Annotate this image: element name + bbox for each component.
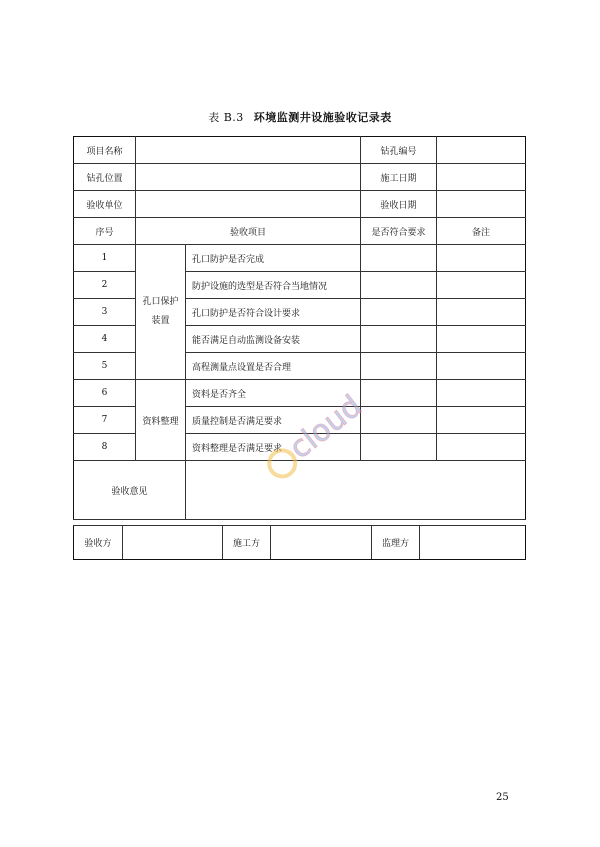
info-row-project [74, 137, 526, 164]
table-title-text: 环境监测井设施验收记录表 [253, 111, 392, 124]
header-seq: 序号 [74, 218, 136, 245]
item-remark-cell[interactable] [437, 299, 526, 326]
item-text: 高程测量点设置是否合理 [186, 353, 361, 380]
group-name-line2: 装置 [151, 316, 170, 326]
label-acceptance-unit: 验收单位 [74, 191, 136, 218]
value-acceptance-date[interactable] [437, 191, 526, 218]
value-construction-date[interactable] [437, 164, 526, 191]
item-remark-cell[interactable] [437, 353, 526, 380]
item-seq: 2 [74, 272, 136, 299]
table-title [0, 109, 600, 125]
info-row-unit [74, 191, 526, 218]
value-construction-party[interactable] [271, 526, 372, 560]
item-seq: 3 [74, 299, 136, 326]
item-text: 防护设施的选型是否符合当地情况 [186, 272, 361, 299]
item-text: 资料是否齐全 [186, 380, 361, 407]
item-conform-cell[interactable] [361, 245, 437, 272]
info-row-location [74, 164, 526, 191]
item-conform-cell[interactable] [361, 326, 437, 353]
item-text: 孔口防护是否符合设计要求 [186, 299, 361, 326]
label-supervision-party: 监理方 [372, 526, 420, 560]
item-conform-cell[interactable] [361, 380, 437, 407]
label-project-name: 项目名称 [74, 137, 136, 164]
item-text: 质量控制是否满足要求 [186, 407, 361, 434]
item-text: 能否满足自动监测设备安装 [186, 326, 361, 353]
header-item: 验收项目 [136, 218, 361, 245]
item-remark-cell[interactable] [437, 434, 526, 461]
label-construction-date: 施工日期 [361, 164, 437, 191]
value-acceptance-unit[interactable] [136, 191, 361, 218]
item-seq: 5 [74, 353, 136, 380]
item-remark-cell[interactable] [437, 272, 526, 299]
item-conform-cell[interactable] [361, 407, 437, 434]
item-seq: 4 [74, 326, 136, 353]
item-seq: 1 [74, 245, 136, 272]
signature-row [74, 526, 526, 560]
item-text: 资料整理是否满足要求 [186, 434, 361, 461]
signature-table [73, 525, 526, 560]
item-seq: 7 [74, 407, 136, 434]
item-conform-cell[interactable] [361, 272, 437, 299]
value-supervision-party[interactable] [420, 526, 526, 560]
item-conform-cell[interactable] [361, 434, 437, 461]
table-number: 表 B.3 [208, 111, 244, 124]
item-remark-cell[interactable] [437, 380, 526, 407]
value-acceptance-opinion[interactable] [186, 461, 526, 520]
item-remark-cell[interactable] [437, 326, 526, 353]
item-seq: 6 [74, 380, 136, 407]
header-conform: 是否符合要求 [361, 218, 437, 245]
value-project-name[interactable] [136, 137, 361, 164]
acceptance-record-table [73, 136, 526, 520]
group-name-line1: 孔口保护 [142, 297, 179, 307]
item-remark-cell[interactable] [437, 245, 526, 272]
table-row [74, 245, 526, 272]
item-conform-cell[interactable] [361, 299, 437, 326]
label-acceptance-date: 验收日期 [361, 191, 437, 218]
group-data-organization: 资料整理 [136, 380, 186, 461]
label-acceptance-party: 验收方 [74, 526, 123, 560]
header-row [74, 218, 526, 245]
value-borehole-location[interactable] [136, 164, 361, 191]
page-number: 25 [496, 792, 509, 803]
label-acceptance-opinion: 验收意见 [74, 461, 186, 520]
value-borehole-number[interactable] [437, 137, 526, 164]
watermark-text: cloud [283, 388, 369, 467]
label-construction-party: 施工方 [223, 526, 271, 560]
item-remark-cell[interactable] [437, 407, 526, 434]
item-seq: 8 [74, 434, 136, 461]
header-remark: 备注 [437, 218, 526, 245]
item-conform-cell[interactable] [361, 353, 437, 380]
table-row [74, 380, 526, 407]
label-borehole-location: 钻孔位置 [74, 164, 136, 191]
value-acceptance-party[interactable] [123, 526, 223, 560]
label-borehole-number: 钻孔编号 [361, 137, 437, 164]
opinion-row [74, 461, 526, 520]
group-orifice-protection [136, 245, 186, 380]
item-text: 孔口防护是否完成 [186, 245, 361, 272]
